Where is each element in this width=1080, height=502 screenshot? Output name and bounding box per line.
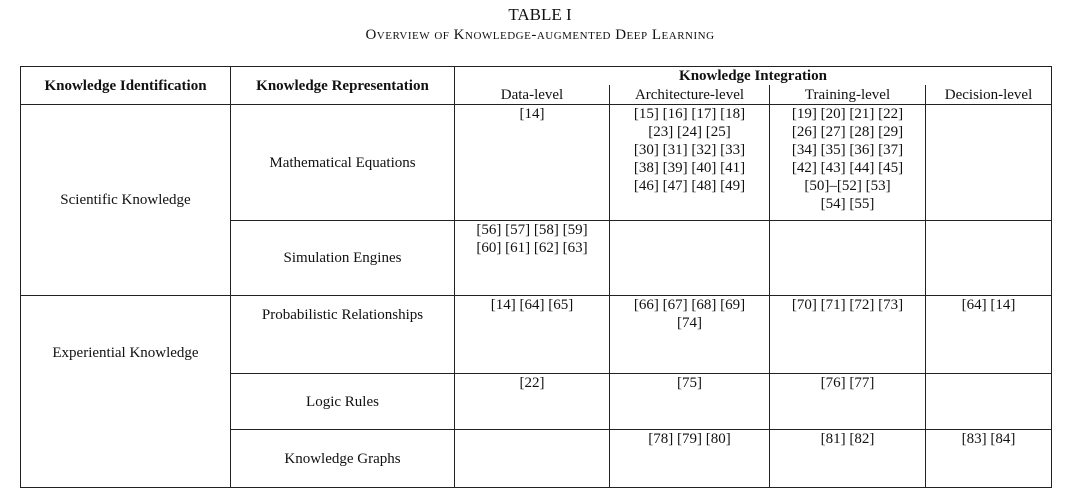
table-row: [21, 105, 1052, 221]
cell-training-level: [770, 221, 926, 296]
cell-architecture-level: [15] [16] [17] [18] [23] [24] [25] [30] [31] [32] [33] [38] [39] [40] [41] [46] [47] [48] [49]: [610, 105, 770, 221]
cell-data-level: [14]: [455, 105, 610, 221]
category-scientific-knowledge: Scientific Knowledge: [21, 105, 231, 296]
representation-simulation-engines: Simulation Engines: [231, 221, 455, 296]
representation-knowledge-graphs: Knowledge Graphs: [231, 430, 455, 488]
representation-mathematical-equations: Mathematical Equations: [231, 105, 455, 221]
cell-data-level: [14] [64] [65]: [455, 296, 610, 374]
subheader-architecture-level: Architecture-level: [610, 85, 770, 105]
subheader-data-level: Data-level: [455, 85, 610, 105]
cell-architecture-level: [75]: [610, 374, 770, 430]
cell-architecture-level: [66] [67] [68] [69] [74]: [610, 296, 770, 374]
header-integration: Knowledge Integration: [455, 67, 1052, 86]
cell-data-level: [22]: [455, 374, 610, 430]
cell-data-level: [455, 430, 610, 488]
cell-decision-level: [926, 105, 1052, 221]
cell-training-level: [70] [71] [72] [73]: [770, 296, 926, 374]
header-representation: Knowledge Representation: [231, 67, 455, 105]
knowledge-table: [20, 66, 1052, 488]
cell-decision-level: [926, 221, 1052, 296]
table-title: Overview of Knowledge-augmented Deep Learning: [365, 27, 715, 43]
cell-training-level: [81] [82]: [770, 430, 926, 488]
cell-training-level: [19] [20] [21] [22] [26] [27] [28] [29] [34] [35] [36] [37] [42] [43] [44] [45] [50]–[52] [53] [54] [55]: [770, 105, 926, 221]
table-row: [21, 296, 1052, 374]
cell-architecture-level: [610, 221, 770, 296]
cell-data-level: [56] [57] [58] [59] [60] [61] [62] [63]: [455, 221, 610, 296]
cell-decision-level: [83] [84]: [926, 430, 1052, 488]
category-experiential-knowledge: Experiential Knowledge: [21, 296, 231, 488]
cell-architecture-level: [78] [79] [80]: [610, 430, 770, 488]
cell-decision-level: [64] [14]: [926, 296, 1052, 374]
subheader-decision-level: Decision-level: [926, 85, 1052, 105]
header-identification: Knowledge Identification: [21, 67, 231, 105]
table-label: TABLE I: [508, 5, 572, 24]
cell-training-level: [76] [77]: [770, 374, 926, 430]
representation-logic-rules: Logic Rules: [231, 374, 455, 430]
representation-probabilistic-relationships: Probabilistic Relationships: [231, 296, 455, 374]
cell-decision-level: [926, 374, 1052, 430]
subheader-training-level: Training-level: [770, 85, 926, 105]
